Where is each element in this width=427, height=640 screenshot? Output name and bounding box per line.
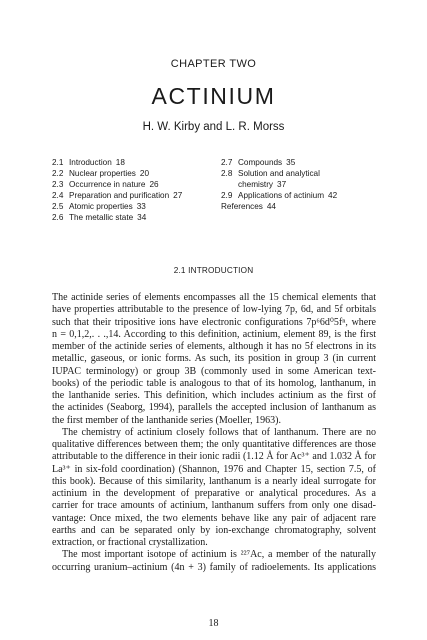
toc-entry-page: 35 bbox=[286, 158, 296, 167]
toc-entry-number: 2.9 bbox=[221, 191, 233, 200]
toc-entry-title: Preparation and purification bbox=[69, 191, 170, 200]
body-line: vantage: Once mixed, the two elements behave like any pair of adjacent rare bbox=[52, 512, 376, 524]
toc-entry-page: 26 bbox=[149, 180, 159, 189]
toc-entry-title: Occurrence in nature bbox=[69, 180, 146, 189]
toc-entry-page: 18 bbox=[115, 158, 125, 167]
chapter-authors: H. W. Kirby and L. R. Morss bbox=[142, 121, 285, 133]
toc-entry-number: 2.4 bbox=[52, 191, 64, 200]
body-line: n = 0,1,2,. . .,14. According to this definition, actinium, element 89, is the first bbox=[52, 328, 376, 340]
toc-entry bbox=[52, 179, 222, 190]
body-line: The chemistry of actinium closely follows that of lanthanum. There are no bbox=[62, 426, 376, 438]
section-heading: 2.1 INTRODUCTION bbox=[173, 266, 254, 275]
body-line: occurring uranium–actinium (4n + 3) family of radioelements. Its applications bbox=[52, 561, 376, 573]
body-line: have properties attributable to the presence of low-lying 7p, 6d, and 5f orbitals bbox=[52, 304, 376, 316]
toc-entry bbox=[52, 190, 222, 201]
toc-entry-title: chemistry bbox=[238, 180, 274, 189]
chapter-label: CHAPTER TWO bbox=[170, 58, 257, 70]
body-line: La³⁺ in six-fold coordination) (Shannon, 1976 and Chapter 15, section 7.5, of bbox=[52, 463, 376, 475]
toc-entry-page: 27 bbox=[173, 191, 183, 200]
toc-entry-number: 2.6 bbox=[52, 213, 64, 222]
toc-entry-title: Atomic properties bbox=[69, 202, 133, 211]
body-line: member of the actinide series of elements, although it has no 5f electrons in its bbox=[52, 341, 376, 352]
toc-entry-title: Compounds bbox=[238, 158, 283, 167]
body-text bbox=[52, 292, 376, 574]
toc-entry-number: 2.8 bbox=[221, 169, 233, 178]
body-line: attributable to the difference in their ionic radii (1.12 Å for Ac³⁺ and 1.032 Å for bbox=[52, 451, 376, 463]
toc-entry-number: 2.5 bbox=[52, 202, 64, 211]
page-number: 18 bbox=[208, 618, 219, 629]
toc-entry-title: The metallic state bbox=[69, 213, 134, 222]
body-line: The actinide series of elements encompasses all the 15 chemical elements that bbox=[52, 292, 376, 303]
toc-entry-title: Solution and analytical bbox=[238, 169, 320, 178]
body-line: The most important isotope of actinium is ²²⁷Ac, a member of the naturally bbox=[62, 549, 376, 561]
toc-entry-page: 34 bbox=[137, 213, 147, 222]
toc-entry-page: 44 bbox=[266, 202, 276, 211]
toc-entry bbox=[221, 190, 396, 201]
toc-entry bbox=[221, 168, 396, 179]
toc-entry bbox=[52, 168, 222, 179]
toc-entry-number: 2.7 bbox=[221, 158, 233, 167]
toc-entry-page: 37 bbox=[277, 180, 287, 189]
toc-entry-title: Introduction bbox=[69, 158, 112, 167]
toc-entry-title: Applications of actinium bbox=[238, 191, 325, 200]
body-line: such that their tripositive ions have electronic configurations 7p⁶6d⁰5fⁿ, where bbox=[52, 316, 376, 328]
toc-entry bbox=[52, 212, 222, 223]
body-line: the first member of the lanthanide series (Moeller, 1963). bbox=[52, 414, 281, 426]
body-line: the lanthanide series. This definition, which includes actinium as the first of bbox=[52, 390, 376, 401]
toc-entry bbox=[52, 201, 222, 212]
body-line: qualitative differences between them; the only quantitative differences are those bbox=[52, 439, 376, 450]
body-line: IUPAC terminology) or group 3B (commonly used in some American text- bbox=[52, 365, 376, 377]
toc-entry-page: 33 bbox=[136, 202, 146, 211]
body-line: actinium in the development of preparative or analytical procedures. As a bbox=[52, 488, 376, 499]
body-line: carrier for trace amounts of actinium, lanthanum suffers from only one disad- bbox=[52, 500, 376, 512]
body-line: earths and can be separated only by ion-exchange chromatography, solvent bbox=[52, 524, 376, 536]
toc-entry bbox=[52, 157, 222, 168]
toc-entry bbox=[221, 179, 396, 190]
toc-entry-title: Nuclear properties bbox=[69, 169, 136, 178]
toc-entry-number: 2.2 bbox=[52, 169, 64, 178]
body-line: the actinides (Seaborg, 1994), parallels the accepted inclusion of lanthanum as bbox=[52, 402, 376, 414]
toc-column-right bbox=[221, 157, 396, 212]
toc-entry bbox=[221, 201, 396, 212]
body-line: metallic, gaseous, or ionic forms. As such, its position in group 3 (in current bbox=[52, 353, 376, 365]
body-line: this book). Because of this similarity, lanthanum is a nearly ideal surrogate for bbox=[52, 475, 376, 487]
toc-entry-number: 2.1 bbox=[52, 158, 64, 167]
body-line: extraction, or fractional crystallization. bbox=[52, 537, 208, 548]
toc-column-left bbox=[52, 157, 222, 223]
table-of-contents bbox=[52, 157, 392, 227]
chapter-title: ACTINIUM bbox=[151, 83, 276, 109]
body-line: books) of the periodic table is analogous to that of its homolog, lanthanum, in bbox=[52, 377, 376, 389]
toc-entry-page: 20 bbox=[139, 169, 150, 178]
toc-entry-page: 42 bbox=[328, 191, 338, 200]
toc-entry-title: References bbox=[221, 202, 263, 211]
toc-entry bbox=[221, 157, 396, 168]
toc-entry-number: 2.3 bbox=[52, 180, 64, 189]
